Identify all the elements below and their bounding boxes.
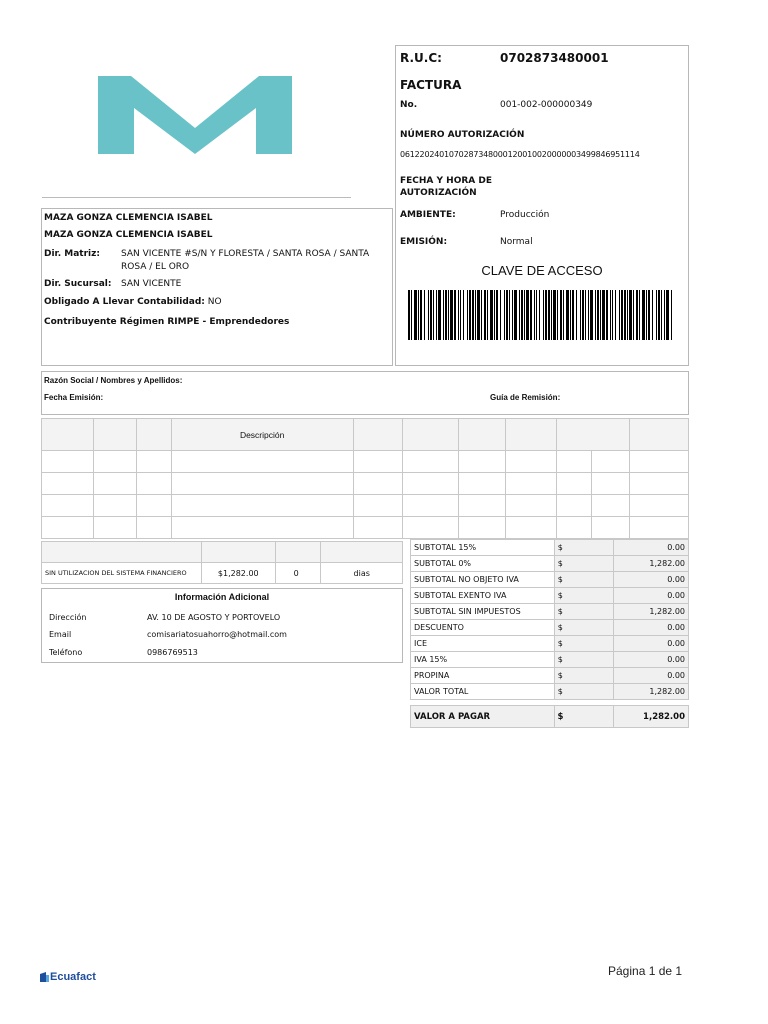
payable-label: VALOR A PAGAR	[411, 706, 555, 728]
fecha-emision-label: Fecha Emisión:	[44, 393, 104, 402]
auth-number-value: 0612202401070287348000120010020000003499846951114	[400, 150, 640, 159]
access-key-title: CLAVE DE ACCESO	[481, 263, 603, 278]
ruc-label: R.U.C:	[400, 51, 442, 65]
totals-amount: 1,282.00	[614, 604, 689, 620]
info-label: Dirección	[49, 613, 87, 622]
payment-amount: $1,282.00	[201, 563, 275, 584]
totals-currency: $	[554, 540, 614, 556]
obligado-label: Obligado A Llevar Contabilidad:	[44, 297, 205, 307]
info-row-direccion	[49, 613, 86, 622]
payment-time-unit: dias	[321, 563, 403, 584]
ecuafact-logo	[40, 971, 96, 983]
totals-label: IVA 15%	[411, 652, 555, 668]
table-row	[42, 495, 689, 517]
totals-amount: 0.00	[614, 588, 689, 604]
items-table	[41, 418, 689, 539]
totals-row	[411, 652, 689, 668]
invoice-header-box	[395, 45, 689, 366]
additional-info-box	[41, 588, 403, 663]
payable-amount: 1,282.00	[614, 706, 689, 728]
info-row-telefono	[49, 648, 82, 657]
ecuafact-mark-icon	[40, 972, 49, 982]
totals-amount: 0.00	[614, 636, 689, 652]
totals-currency: $	[554, 684, 614, 700]
payment-header-row	[42, 542, 403, 563]
totals-row	[411, 588, 689, 604]
info-label: Email	[49, 630, 72, 639]
totals-currency: $	[554, 604, 614, 620]
totals-currency: $	[554, 652, 614, 668]
auth-number-label: NÚMERO AUTORIZACIÓN	[400, 130, 525, 140]
page-number: Página 1 de 1	[608, 964, 683, 978]
doc-type: FACTURA	[400, 78, 462, 92]
totals-label: SUBTOTAL SIN IMPUESTOS	[411, 604, 555, 620]
regimen-line: Contribuyente Régimen RIMPE - Emprendedores	[44, 317, 290, 327]
dir-sucursal-value: SAN VICENTE	[121, 279, 182, 289]
totals-label: SUBTOTAL EXENTO IVA	[411, 588, 555, 604]
totals-label: SUBTOTAL NO OBJETO IVA	[411, 572, 555, 588]
totals-label: PROPINA	[411, 668, 555, 684]
totals-row	[411, 668, 689, 684]
totals-amount: 0.00	[614, 652, 689, 668]
invoice-no-value: 001-002-000000349	[500, 100, 593, 110]
info-row-email	[49, 630, 71, 639]
table-row	[42, 451, 689, 473]
emision-value: Normal	[500, 237, 533, 247]
logo-m-shape	[98, 76, 292, 154]
issuer-name-1: MAZA GONZA CLEMENCIA ISABEL	[44, 213, 213, 223]
totals-table	[410, 539, 689, 700]
dir-sucursal-label: Dir. Sucursal:	[44, 279, 112, 289]
ambiente-value: Producción	[500, 210, 550, 220]
dir-matriz-value-2: ROSA / EL ORO	[121, 262, 190, 272]
totals-row	[411, 572, 689, 588]
totals-row	[411, 604, 689, 620]
ambiente-label: AMBIENTE:	[400, 210, 456, 220]
info-value-direccion: AV. 10 DE AGOSTO Y PORTOVELO	[147, 613, 281, 622]
totals-currency: $	[554, 556, 614, 572]
info-label: Teléfono	[49, 648, 83, 657]
dir-matriz-label: Dir. Matriz:	[44, 249, 100, 259]
obligado-line	[44, 297, 222, 307]
totals-label: SUBTOTAL 15%	[411, 540, 555, 556]
totals-currency: $	[554, 620, 614, 636]
invoice-no-label: No.	[400, 100, 418, 110]
guia-remision-label: Guía de Remisión:	[490, 393, 561, 402]
issuer-name-2: MAZA GONZA CLEMENCIA ISABEL	[44, 230, 213, 240]
logo-divider	[42, 197, 351, 198]
issuer-box	[41, 208, 393, 366]
totals-currency: $	[554, 588, 614, 604]
auth-date-label-2: AUTORIZACIÓN	[400, 188, 477, 198]
totals-row	[411, 636, 689, 652]
totals-label: SUBTOTAL 0%	[411, 556, 555, 572]
totals-amount: 1,282.00	[614, 684, 689, 700]
payment-term: 0	[275, 563, 321, 584]
totals-row	[411, 556, 689, 572]
totals-amount: 1,282.00	[614, 556, 689, 572]
payable-currency: $	[554, 706, 614, 728]
ruc-value: 0702873480001	[500, 51, 609, 65]
additional-info-title: Información Adicional	[174, 592, 270, 602]
payment-row	[42, 563, 403, 584]
ecuafact-brand: Ecuafact	[50, 971, 96, 983]
totals-amount: 0.00	[614, 540, 689, 556]
items-header-row	[42, 419, 689, 451]
client-box	[41, 371, 689, 415]
barcode-bar	[671, 290, 672, 340]
descripcion-header: Descripción	[171, 419, 353, 451]
razon-social-label: Razón Social / Nombres y Apellidos:	[44, 376, 183, 385]
totals-row	[411, 540, 689, 556]
payment-method: SIN UTILIZACION DEL SISTEMA FINANCIERO	[42, 563, 202, 584]
access-key-barcode	[408, 290, 676, 340]
emision-label: EMISIÓN:	[400, 237, 448, 247]
totals-currency: $	[554, 572, 614, 588]
info-value-email: comisariatosuahorro@hotmail.com	[147, 630, 287, 639]
totals-row	[411, 684, 689, 700]
totals-label: ICE	[411, 636, 555, 652]
company-logo	[98, 76, 292, 154]
totals-row	[411, 620, 689, 636]
auth-date-label-1: FECHA Y HORA DE	[400, 176, 493, 186]
obligado-value: NO	[207, 297, 222, 307]
totals-amount: 0.00	[614, 668, 689, 684]
totals-currency: $	[554, 668, 614, 684]
totals-currency: $	[554, 636, 614, 652]
totals-amount: 0.00	[614, 620, 689, 636]
totals-label: DESCUENTO	[411, 620, 555, 636]
info-value-telefono: 0986769513	[147, 648, 198, 657]
dir-matriz-value-1: SAN VICENTE #S/N Y FLORESTA / SANTA ROSA / SANTA	[121, 249, 370, 259]
payment-table	[41, 541, 403, 584]
payable-table	[410, 705, 689, 728]
table-row	[42, 517, 689, 539]
payable-row	[411, 706, 689, 728]
table-row	[42, 473, 689, 495]
totals-amount: 0.00	[614, 572, 689, 588]
totals-label: VALOR TOTAL	[411, 684, 555, 700]
